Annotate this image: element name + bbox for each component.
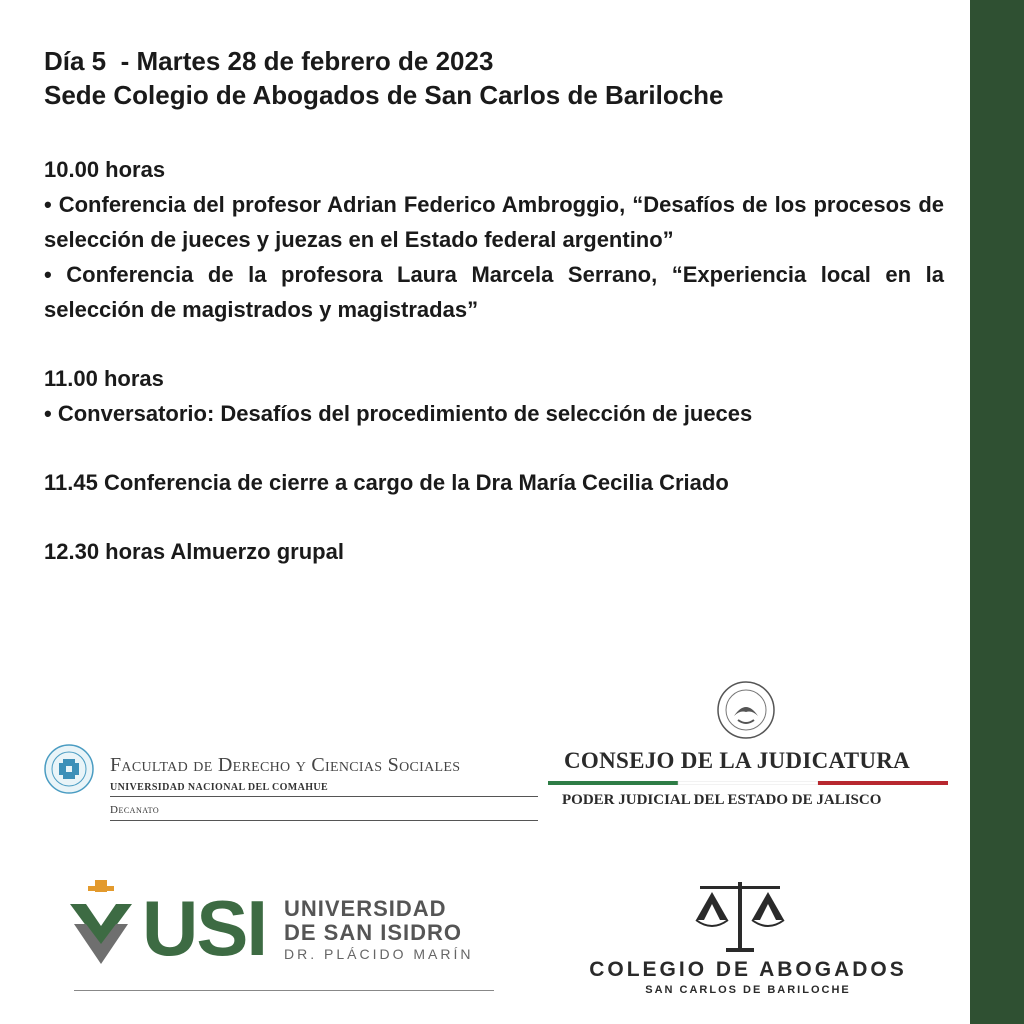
divider <box>110 820 538 821</box>
divider <box>74 990 494 991</box>
closing-conference: 11.45 Conferencia de cierre a cargo de la Dra María Cecilia Criado <box>44 470 729 495</box>
program-content <box>44 44 944 569</box>
agenda-item: • Conferencia del profesor Adrian Federico Ambroggio, “Desafíos de los procesos de selección de jueces y juezas en el Estado federal argentino” <box>44 192 944 252</box>
logo-usi <box>66 880 506 1000</box>
council-subtitle: PODER JUDICIAL DEL ESTADO DE JALISCO <box>562 792 882 808</box>
logo-consejo-judicatura <box>548 676 948 816</box>
faculty-name: Facultad de Derecho y Ciencias Sociales <box>110 754 461 776</box>
flag-stripe <box>548 781 948 785</box>
usi-acronym: USI <box>142 884 267 972</box>
group-lunch: 12.30 horas Almuerzo grupal <box>44 539 344 564</box>
time-1000: 10.00 horas <box>44 157 166 182</box>
logo-fdcs <box>44 740 539 830</box>
unit-name: Decanato <box>110 804 160 816</box>
usi-line2: DE SAN ISIDRO <box>284 920 463 945</box>
scales-of-justice-icon <box>690 878 790 958</box>
time-1100: 11.00 horas <box>44 366 164 391</box>
mexico-coat-of-arms-icon <box>716 680 776 740</box>
council-name: CONSEJO DE LA JUDICATURA <box>564 748 911 773</box>
logo-colegio-abogados <box>560 878 940 998</box>
day-heading: Día 5 - Martes 28 de febrero de 2023 <box>44 46 494 76</box>
usi-line1: UNIVERSIDAD <box>284 896 447 921</box>
bar-association-name: COLEGIO DE ABOGADOS <box>589 958 907 981</box>
bar-association-city: SAN CARLOS DE BARILOCHE <box>645 984 851 996</box>
venue-heading: Sede Colegio de Abogados de San Carlos de Bariloche <box>44 80 724 110</box>
usi-emblem-icon <box>66 880 136 970</box>
divider <box>110 796 538 797</box>
side-color-band <box>970 0 1024 1024</box>
university-seal-icon <box>44 744 94 794</box>
agenda-item: • Conversatorio: Desafíos del procedimiento de selección de jueces <box>44 401 753 426</box>
usi-line3: DR. PLÁCIDO MARÍN <box>284 946 474 962</box>
agenda-item: • Conferencia de la profesora Laura Marcela Serrano, “Experiencia local en la selección de magistrados y magistradas” <box>44 262 944 322</box>
university-name: UNIVERSIDAD NACIONAL DEL COMAHUE <box>110 782 329 793</box>
